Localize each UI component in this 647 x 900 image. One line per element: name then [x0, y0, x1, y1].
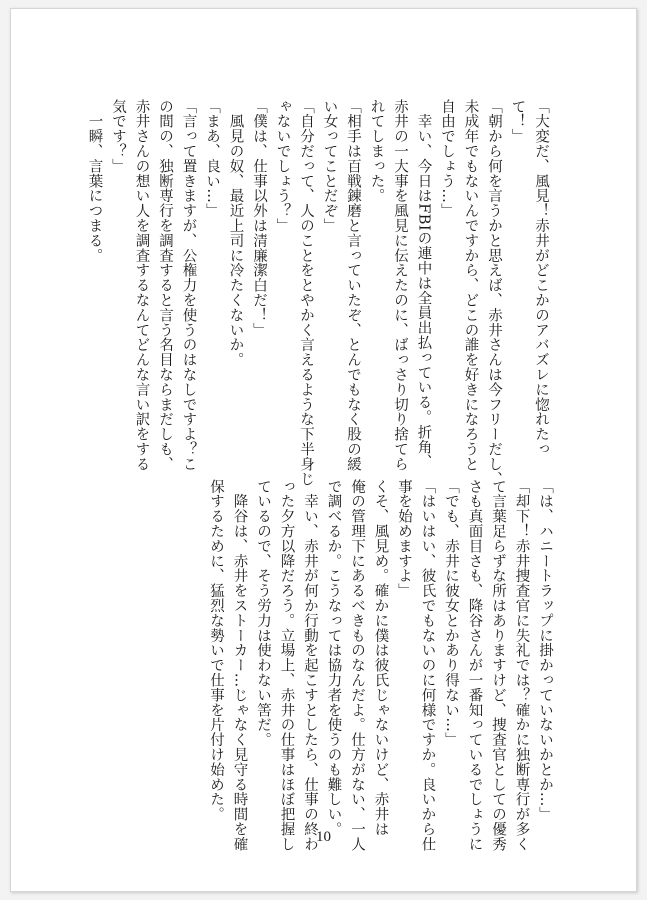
page-number: 10: [316, 829, 331, 845]
text-line: 未成年でもないんですから、どこの誰を好きになろうと: [462, 99, 479, 472]
text-line: 事を始めますよ」: [396, 479, 412, 599]
text-line: 保するために、猛烈な勢いで仕事を片付け始めた。: [208, 479, 224, 822]
text-line: くそ、風見め。確かに僕は彼氏じゃないけど、赤井は: [372, 479, 389, 837]
text-line: 「相手は百戦錬磨と言っていたぞ、とんでもなく股の緩: [345, 99, 361, 472]
text-line: 降谷は、赤井をストーカー…じゃなく見守る時間を確: [231, 479, 248, 852]
text-line: った夕方以降だろう。立場上、赤井の仕事はほぼ把握し: [278, 479, 295, 852]
text-line: で調べるか。こうなっては協力者を使うのも難しい。: [325, 479, 342, 837]
text-line: 赤井の一大事を風見に伝えたのに、ばっさり切り捨てら: [392, 99, 408, 472]
text-line: ているので、そう労力は使わない筈だ。: [255, 479, 271, 748]
text-line: 一瞬、言葉につまる。: [86, 99, 103, 263]
text-line: 幸い、赤井が何か行動を起こすとしたら、仕事の終わ: [302, 479, 318, 852]
text-line: ゃないでしょう？」: [274, 99, 291, 234]
text-line: 「自分だって、人のことをとやかく言えるような下半身じ: [298, 99, 314, 487]
text-line: い女ってことだぞ」: [321, 99, 338, 234]
text-line: 赤井さんの想い人を調査するなんてどんな言い訳をする: [133, 99, 150, 472]
text-line: 「朝から何を言うかと思えば、赤井さんは今フリーだし、: [486, 99, 502, 487]
text-line: さも真面目さも、降谷さんが一番知っているでしょうに: [466, 479, 483, 852]
text-line: て言葉足らずな所はありますけど、捜査官としての優秀: [490, 479, 506, 852]
text-line: 「却下！赤井捜査官に失礼では？確かに独断専行が多く: [513, 479, 530, 852]
upper-text-block: [82, 99, 552, 487]
text-line: 「まあ、良い…」: [204, 99, 220, 219]
text-line: の間の、独断専行を調査すると言う名目ならまだしも、: [157, 99, 173, 472]
text-line: 「僕は、仕事以外は清廉潔白だ！」: [251, 99, 267, 338]
text-line: 「大変だ、風見！赤井がどこかのアバズレに惚れたっ: [533, 99, 549, 457]
text-line: 気です？」: [110, 99, 126, 174]
text-line: 「言って置きますが、公権力を使うのはなしですよ？こ: [180, 99, 197, 472]
text-line: 「はいはい、彼氏でもないのに何様ですか。良いから仕: [419, 479, 436, 852]
text-line: 風見の奴、最近上司に冷たくないか。: [227, 99, 244, 368]
text-line: 幸い、今日はFBIの連中は全員出払っている。折角、: [415, 99, 432, 470]
text-line: 俺の管理下にあるべきものなんだよ。仕方がない、一人: [349, 479, 365, 852]
text-line: れてしまった。: [368, 99, 385, 204]
text-line: 「でも、赤井に彼女とかあり得ない…」: [443, 479, 459, 748]
text-line: 「は、ハニートラップに掛かっていないかとか…」: [537, 479, 553, 822]
text-line: て！」: [509, 99, 526, 144]
document-page: [10, 8, 637, 892]
text-line: 自由でしょう…」: [439, 99, 455, 219]
